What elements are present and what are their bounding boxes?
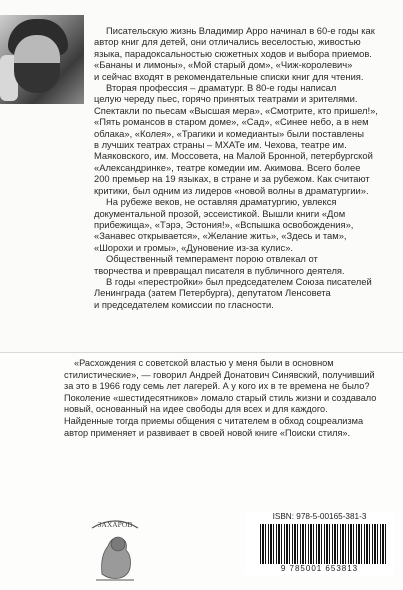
annotation-line: Поколение «шестидесятников» ломало старый стиль жизни и создавало xyxy=(64,392,377,403)
bio-line: «Александринке», театре комедии им. Акимова. Всего более xyxy=(94,161,361,173)
section-divider xyxy=(0,352,403,353)
bio-line: «Пять романсов в старом доме», «Сад», «Синее небо, а в нем xyxy=(94,116,369,128)
publisher-mark-text: ЗАХАРОВ xyxy=(97,520,133,529)
bio-line: критики, был одним из лидеров «новой волны в драматургии». xyxy=(94,184,369,196)
bio-line: «Бананы и лимоны», «Мой старый дом», «Чиж-королевич» xyxy=(94,59,353,71)
bio-line: Вторая профессия – драматург. В 80-е годы написал xyxy=(106,82,337,94)
bio-line: В годы «перестройки» был председателем Союза писателей xyxy=(106,275,372,287)
bio-line: облака», «Колея», «Трагики и комедианты» были поставлены xyxy=(94,127,364,139)
bio-line: Маяковского, им. Моссовета, на Малой Бронной, петербургской xyxy=(94,150,373,162)
bio-line: Писательскую жизнь Владимир Арро начинал в 60-е годы как xyxy=(106,25,375,36)
bio-paragraph-1 xyxy=(94,25,384,82)
bio-line: прибежища», «Тэрэ, Эстония!», «Вспышка освобождения», xyxy=(94,218,354,230)
annotation-line: стилистические», — говорил Андрей Донатович Синявский, получивший xyxy=(64,369,375,380)
bio-line: На рубеже веков, не оставляя драматургию, увлекся xyxy=(106,196,337,208)
bio-line: Спектакли по пьесам «Высшая мера», «Смотрите, кто пришел!», xyxy=(94,104,378,116)
barcode-bars xyxy=(260,524,388,566)
bio-line: и сейчас входят в рекомендательные списки книг для чтения. xyxy=(94,70,364,82)
bio-paragraph-4 xyxy=(94,253,384,310)
barcode-number: 9 785001 653813 xyxy=(246,564,393,573)
bio-line: целую череду пьес, горячо принятых театрами и зрителями. xyxy=(94,93,358,105)
bio-line: языка, парадоксальностью сюжетных ходов и выбора приемов. xyxy=(94,47,372,59)
bio-line: 200 премьер на 19 языках, в стране и за рубежом. Как считают xyxy=(94,173,370,185)
bio-line: и председателем комиссии по гласности. xyxy=(94,298,274,310)
bio-line: «Занавес открывается», «Желание жить», «Здесь и там», xyxy=(94,230,347,242)
bio-line: «Шорохи и громы», «Дуновение из-за кулис». xyxy=(94,241,294,253)
publisher-lion-logo xyxy=(84,512,146,586)
annotation-line: «Расхождения с советской властью у меня были в основном xyxy=(74,358,334,368)
annotation-line: Найденные тогда приемы общения с читателем в обход соцреализма xyxy=(64,415,364,426)
bio-line: документальной прозой, эссеистикой. Вышли книги «Дом xyxy=(94,207,346,219)
bio-line: Ленинграда (затем Петербурга), депутатом Ленсовета xyxy=(94,287,331,299)
bio-paragraph-3 xyxy=(94,196,384,253)
annotation-line: за это в 1966 году семь лет лагерей. А у кого их в те времена не было? xyxy=(64,381,370,392)
author-photo xyxy=(0,15,84,104)
bio-paragraph-2 xyxy=(94,82,384,196)
bio-line: автор книг для детей, они отличались веселостью, живостью xyxy=(94,36,361,48)
bio-line: творчества и превращал писателя в публичного деятеля. xyxy=(94,264,345,276)
annotation-line: автор применяет и развивает в своей новой книге «Поиски стиля». xyxy=(64,427,351,438)
isbn-label: ISBN: 978-5-00165-381-3 xyxy=(272,512,367,521)
author-biography xyxy=(94,25,384,310)
bio-line: в лучших театрах страны – МХАТе им. Чехова, театре им. xyxy=(94,139,347,151)
annotation-text xyxy=(64,358,384,439)
barcode xyxy=(246,512,393,576)
annotation-line: новый, основанный на идее свободы для всех и для каждого. xyxy=(64,404,328,415)
bio-line: Общественный темперамент порою отвлекал от xyxy=(106,253,318,265)
